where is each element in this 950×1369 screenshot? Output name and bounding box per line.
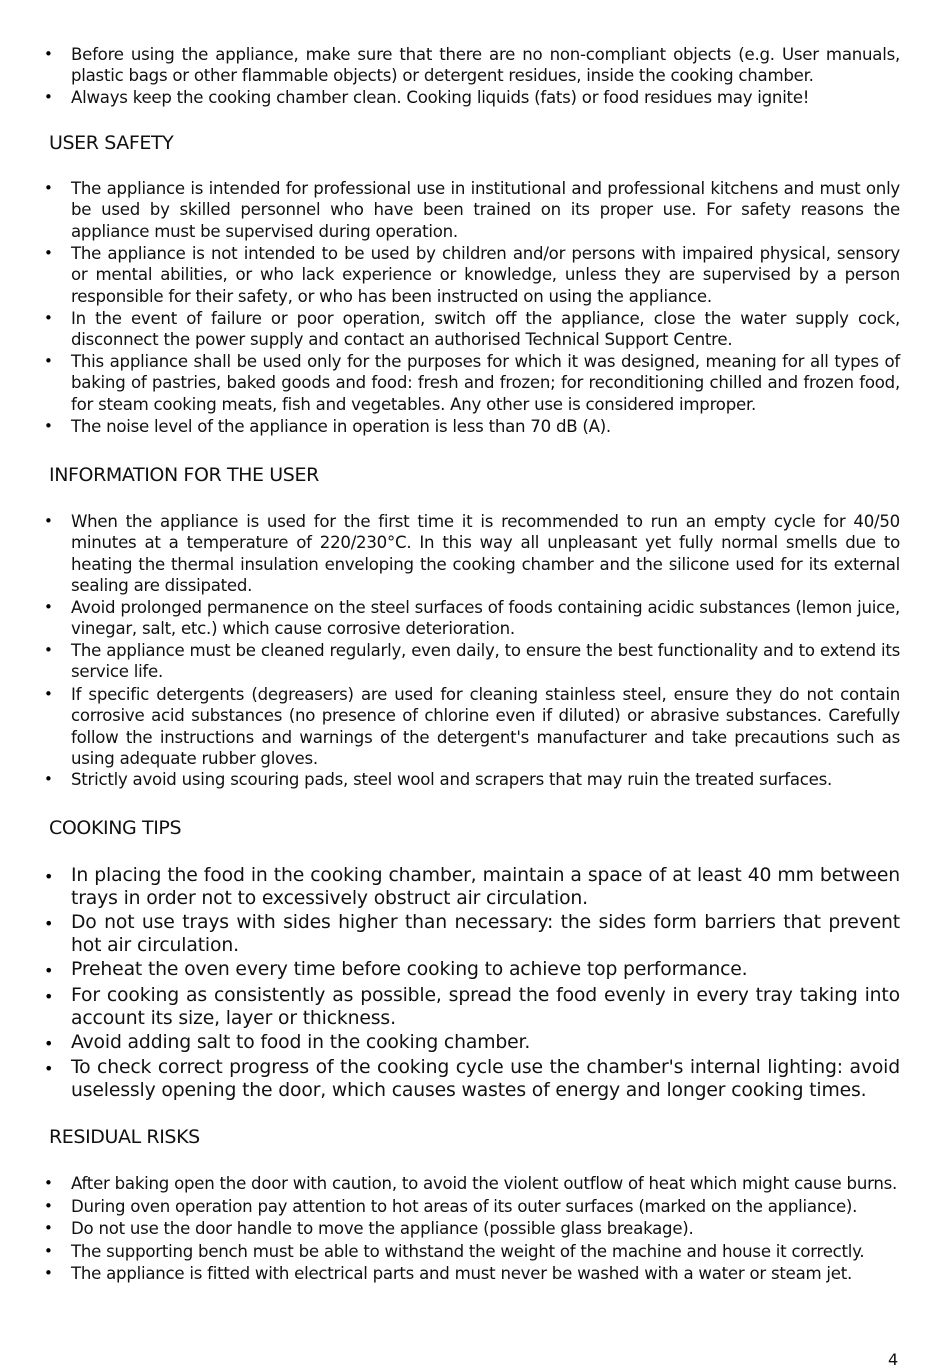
list-item: • To check correct progress of the cooking cycle use the chamber's internal lighting: avoid uselessly opening the door, which causes wastes of energy and longer cooking times. — [71, 1056, 900, 1103]
section-heading-cooking-tips: COOKING TIPS — [49, 817, 182, 839]
list-item: • Avoid prolonged permanence on the steel surfaces of foods containing acidic substances (lemon juice, vinegar, salt, etc.) which cause corrosive deterioration. — [71, 597, 900, 640]
list-item: • The appliance is fitted with electrical parts and must never be washed with a water or steam jet. — [71, 1263, 900, 1284]
page-number: 4 — [888, 1350, 899, 1369]
list-item: • The supporting bench must be able to withstand the weight of the machine and house it correctly. — [71, 1241, 900, 1262]
list-item: • In the event of failure or poor operation, switch off the appliance, close the water supply cock, disconnect the power supply and contact an authorised Technical Support Centre. — [71, 308, 900, 351]
list-item: • Before using the appliance, make sure that there are no non-compliant objects (e.g. User manuals, plastic bags or other flammable objects) or detergent residues, inside the cooking chamber. — [71, 44, 900, 87]
list-item: • Preheat the oven every time before cooking to achieve top performance. — [71, 958, 900, 981]
list-item: • Do not use the door handle to move the appliance (possible glass breakage). — [71, 1218, 900, 1239]
list-item: • During oven operation pay attention to hot areas of its outer surfaces (marked on the appliance). — [71, 1196, 900, 1217]
list-item: • The appliance must be cleaned regularly, even daily, to ensure the best functionality and to extend its service life. — [71, 640, 900, 683]
list-item: • Avoid adding salt to food in the cooking chamber. — [71, 1031, 900, 1054]
list-item: • The appliance is not intended to be used by children and/or persons with impaired physical, sensory or mental abilities, or who lack experience or knowledge, unless they are supervised by a person responsible for their safety, or who has been instructed on using the appliance. — [71, 243, 900, 307]
list-item: • Always keep the cooking chamber clean. Cooking liquids (fats) or food residues may ignite! — [71, 87, 900, 108]
section-heading-residual-risks: RESIDUAL RISKS — [49, 1126, 200, 1148]
list-item: • In placing the food in the cooking chamber, maintain a space of at least 40 mm between trays in order not to excessively obstruct air circulation. — [71, 864, 900, 911]
section-heading-information-for-the-user: INFORMATION FOR THE USER — [49, 464, 319, 486]
list-item: • For cooking as consistently as possible, spread the food evenly in every tray taking into account its size, layer or thickness. — [71, 984, 900, 1031]
list-item: • The appliance is intended for professional use in institutional and professional kitchens and must only be used by skilled personnel who have been trained on its proper use. For safety reasons the appliance must be supervised during operation. — [71, 178, 900, 242]
list-item: • Do not use trays with sides higher than necessary: the sides form barriers that prevent hot air circulation. — [71, 911, 900, 958]
list-item: • After baking open the door with caution, to avoid the violent outflow of heat which might cause burns. — [71, 1173, 900, 1194]
list-item: • The noise level of the appliance in operation is less than 70 dB (A). — [71, 416, 900, 437]
section-heading-user-safety: USER SAFETY — [49, 132, 174, 154]
list-item: • Strictly avoid using scouring pads, steel wool and scrapers that may ruin the treated surfaces. — [71, 769, 900, 790]
list-item: • If specific detergents (degreasers) are used for cleaning stainless steel, ensure they do not contain corrosive acid substances (no presence of chlorine even if diluted) or abrasive substances. Carefully follow the instructions and warnings of the detergent's manufacturer and take precautions such as using adequate rubber gloves. — [71, 684, 900, 769]
list-item: • This appliance shall be used only for the purposes for which it was designed, meaning for all types of baking of pastries, baked goods and food: fresh and frozen; for reconditioning chilled and frozen food, for steam cooking meats, fish and vegetables. Any other use is considered improper. — [71, 351, 900, 415]
list-item: • When the appliance is used for the first time it is recommended to run an empty cycle for 40/50 minutes at a temperature of 220/230°C. In this way all unpleasant yet fully normal smells due to heating the thermal insulation enveloping the cooking chamber and the silicone used for its external sealing are dissipated. — [71, 511, 900, 596]
